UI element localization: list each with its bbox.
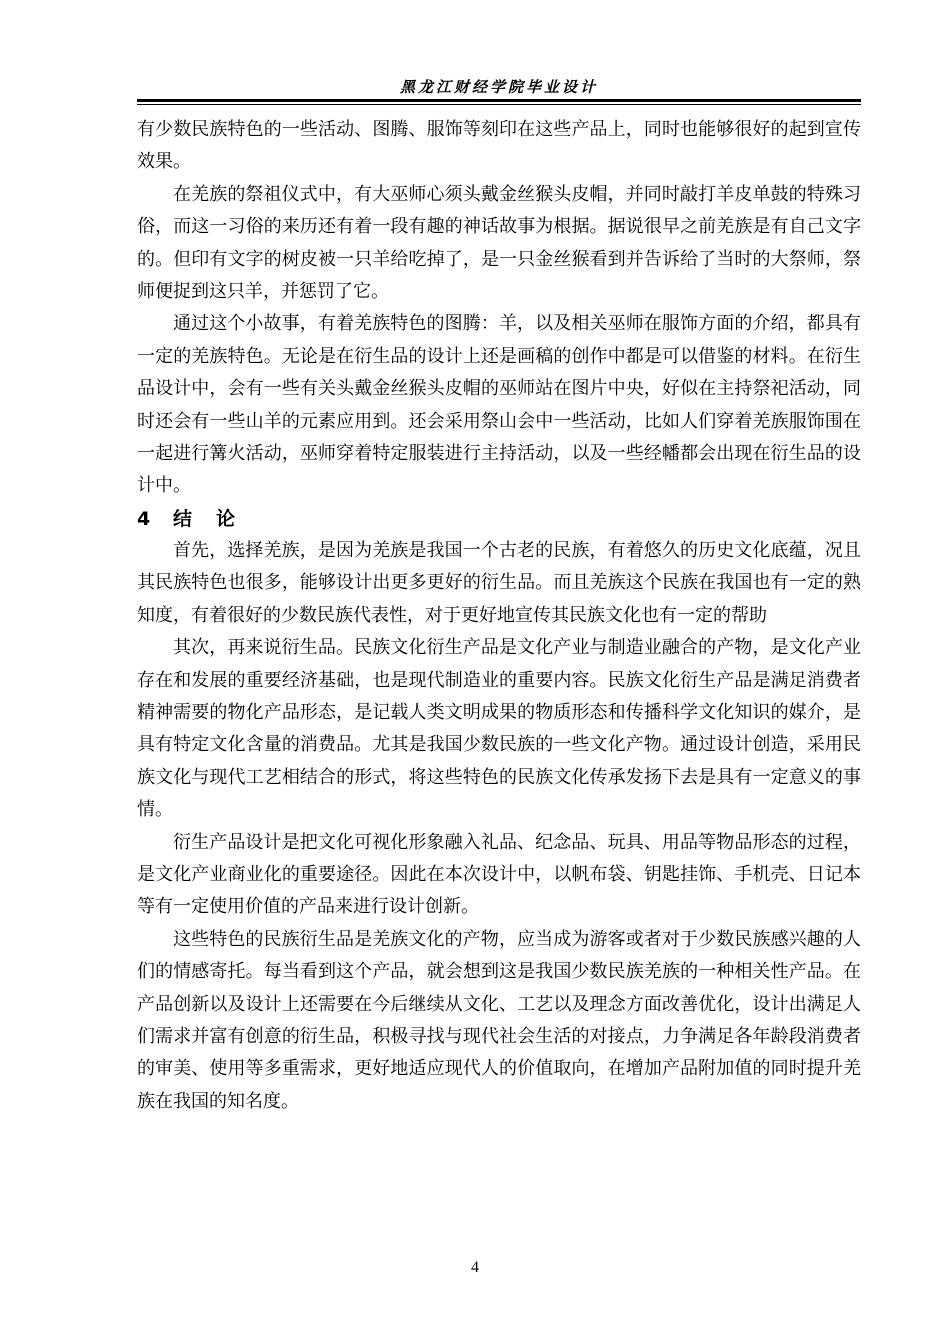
section-number: 4	[137, 507, 151, 530]
paragraph: 通过这个小故事，有着羌族特色的图腾：羊，以及相关巫师在服饰方面的介绍，都具有一定的羌族特色。无论是在衍生品的设计上还是画稿的创作中都是可以借鉴的材料。在衍生品设计中，会有一些有关头戴金丝猴头皮帽的巫师站在图片中央，好似在主持祭祀活动，同时还会有一些山羊的元素应用到。还会采用祭山会中一些活动，比如人们穿着羌族服饰围在一起进行篝火活动，巫师穿着特定服装进行主持活动，以及一些经幡都会出现在衍生品的设计中。	[137, 313, 861, 497]
running-header-title: 黑龙江财经学院毕业设计	[399, 78, 598, 96]
body-text	[137, 114, 861, 1118]
paragraph-continuation: 有少数民族特色的一些活动、图腾、服饰等刻印在这些产品上，同时也能够很好的起到宣传效果。	[137, 119, 861, 173]
section-heading	[137, 503, 861, 535]
header-rule-thick	[137, 99, 861, 102]
page-number: 4	[471, 1259, 479, 1276]
paragraph: 这些特色的民族衍生品是羌族文化的产物，应当成为游客或者对于少数民族感兴趣的人们的情感寄托。每当看到这个产品，就会想到这是我国少数民族羌族的一种相关性产品。在产品创新以及设计上还需要在今后继续从文化、工艺以及理念方面改善优化，设计出满足人们需求并富有创意的衍生品，积极寻找与现代社会生活的对接点，力争满足各年龄段消费者的审美、使用等多重需求，更好地适应现代人的价值取向，在增加产品附加值的同时提升羌族在我国的知名度。	[137, 928, 861, 1112]
paragraph: 首先，选择羌族，是因为羌族是我国一个古老的民族，有着悠久的历史文化底蕴，况且其民族特色也很多，能够设计出更多更好的衍生品。而且羌族这个民族在我国也有一定的熟知度，有着很好的少数民族代表性，对于更好地宣传其民族文化也有一定的帮助	[137, 539, 861, 626]
header-rule-thin	[137, 104, 861, 105]
paragraph: 其次，再来说衍生品。民族文化衍生产品是文化产业与制造业融合的产物，是文化产业存在和发展的重要经济基础，也是现代制造业的重要内容。民族文化衍生产品是满足消费者精神需要的物化产品形态，是记载人类文明成果的物质形态和传播科学文化知识的媒介，是具有特定文化含量的消费品。尤其是我国少数民族的一些文化产物。通过设计创造，采用民族文化与现代工艺相结合的形式，将这些特色的民族文化传承发扬下去是具有一定意义的事情。	[137, 637, 861, 821]
paragraph: 在羌族的祭祖仪式中，有大巫师心须头戴金丝猴头皮帽，并同时敲打羊皮单鼓的特殊习俗，而这一习俗的来历还有着一段有趣的神话故事为根据。据说很早之前羌族是有自己文字的。但印有文字的树皮被一只羊给吃掉了，是一只金丝猴看到并告诉给了当时的大祭师，祭师便捉到这只羊，并惩罚了它。	[137, 183, 861, 303]
section-title: 结论	[173, 507, 260, 530]
paragraph: 衍生产品设计是把文化可视化形象融入礼品、纪念品、玩具、用品等物品形态的过程，是文化产业商业化的重要途径。因此在本次设计中，以帆布袋、钥匙挂饰、手机壳、日记本等有一定使用价值的产品来进行设计创新。	[137, 831, 861, 918]
